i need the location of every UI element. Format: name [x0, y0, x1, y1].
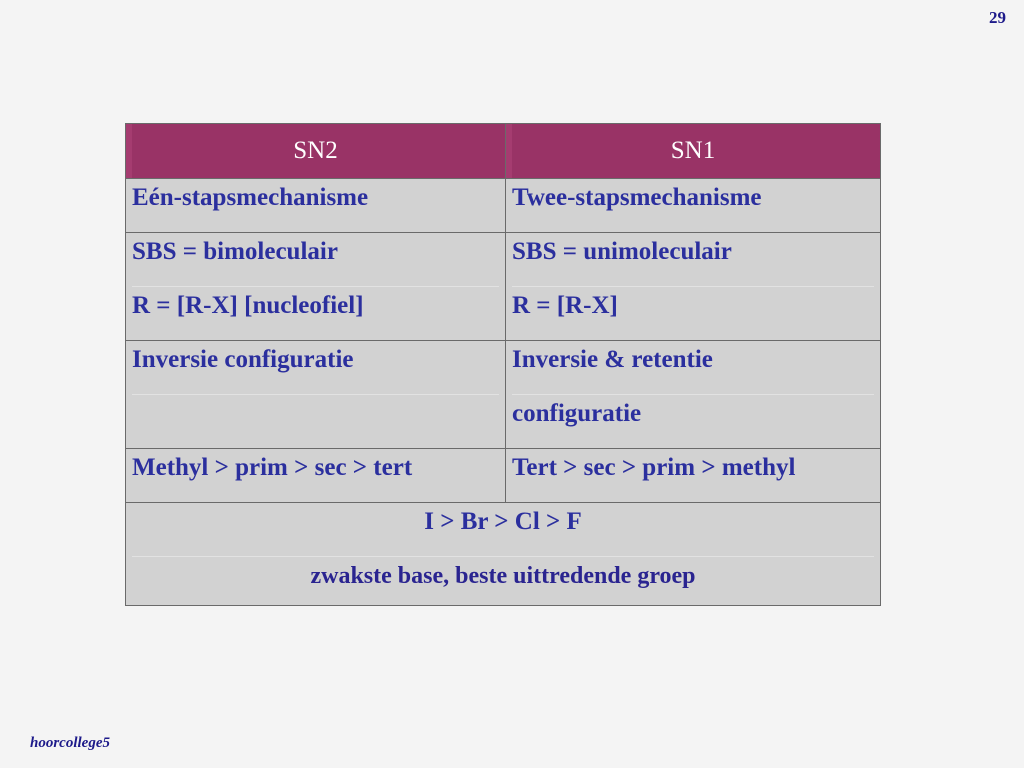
cell-text: SBS = unimoleculair: [512, 238, 732, 265]
cell-sn2-substrate: [126, 449, 506, 503]
cell-text: Tert > sec > prim > methyl: [512, 454, 796, 481]
cell-text: Inversie configuratie: [132, 346, 354, 373]
table-row-mechanism: [126, 179, 881, 233]
cell-text: R = [R-X] [nucleofiel]: [132, 286, 499, 340]
table-row-stereochemistry: [126, 341, 881, 449]
cell-text: R = [R-X]: [512, 286, 874, 340]
cell-text: I > Br > Cl > F: [424, 508, 582, 535]
page-number: 29: [989, 8, 1006, 27]
cell-text: SBS = bimoleculair: [132, 238, 338, 265]
cell-sn1-kinetics: [506, 233, 881, 341]
cell-text: Inversie & retentie: [512, 346, 713, 373]
table-row-kinetics: [126, 233, 881, 341]
cell-sn2-mechanism: [126, 179, 506, 233]
cell-subtext: zwakste base, beste uittredende groep: [132, 556, 874, 605]
cell-text: configuratie: [512, 394, 874, 448]
footer-label: hoorcollege5: [30, 735, 110, 751]
table-row-leaving-group: [126, 503, 881, 606]
cell-text: Twee-stapsmechanisme: [512, 184, 762, 211]
cell-sn1-mechanism: [506, 179, 881, 233]
header-sn1: SN1: [506, 124, 881, 179]
cell-text: Methyl > prim > sec > tert: [132, 454, 413, 481]
cell-leaving-group: [126, 503, 881, 606]
cell-sn1-stereochemistry: [506, 341, 881, 449]
cell-sn2-stereochemistry: [126, 341, 506, 449]
cell-sn2-kinetics: [126, 233, 506, 341]
cell-sn1-substrate: [506, 449, 881, 503]
table-row-substrate-order: [126, 449, 881, 503]
comparison-table: [125, 123, 881, 606]
cell-spacer: [132, 394, 499, 448]
header-sn2: SN2: [126, 124, 506, 179]
cell-text: Eén-stapsmechanisme: [132, 184, 369, 211]
table-header-row: [126, 124, 881, 179]
